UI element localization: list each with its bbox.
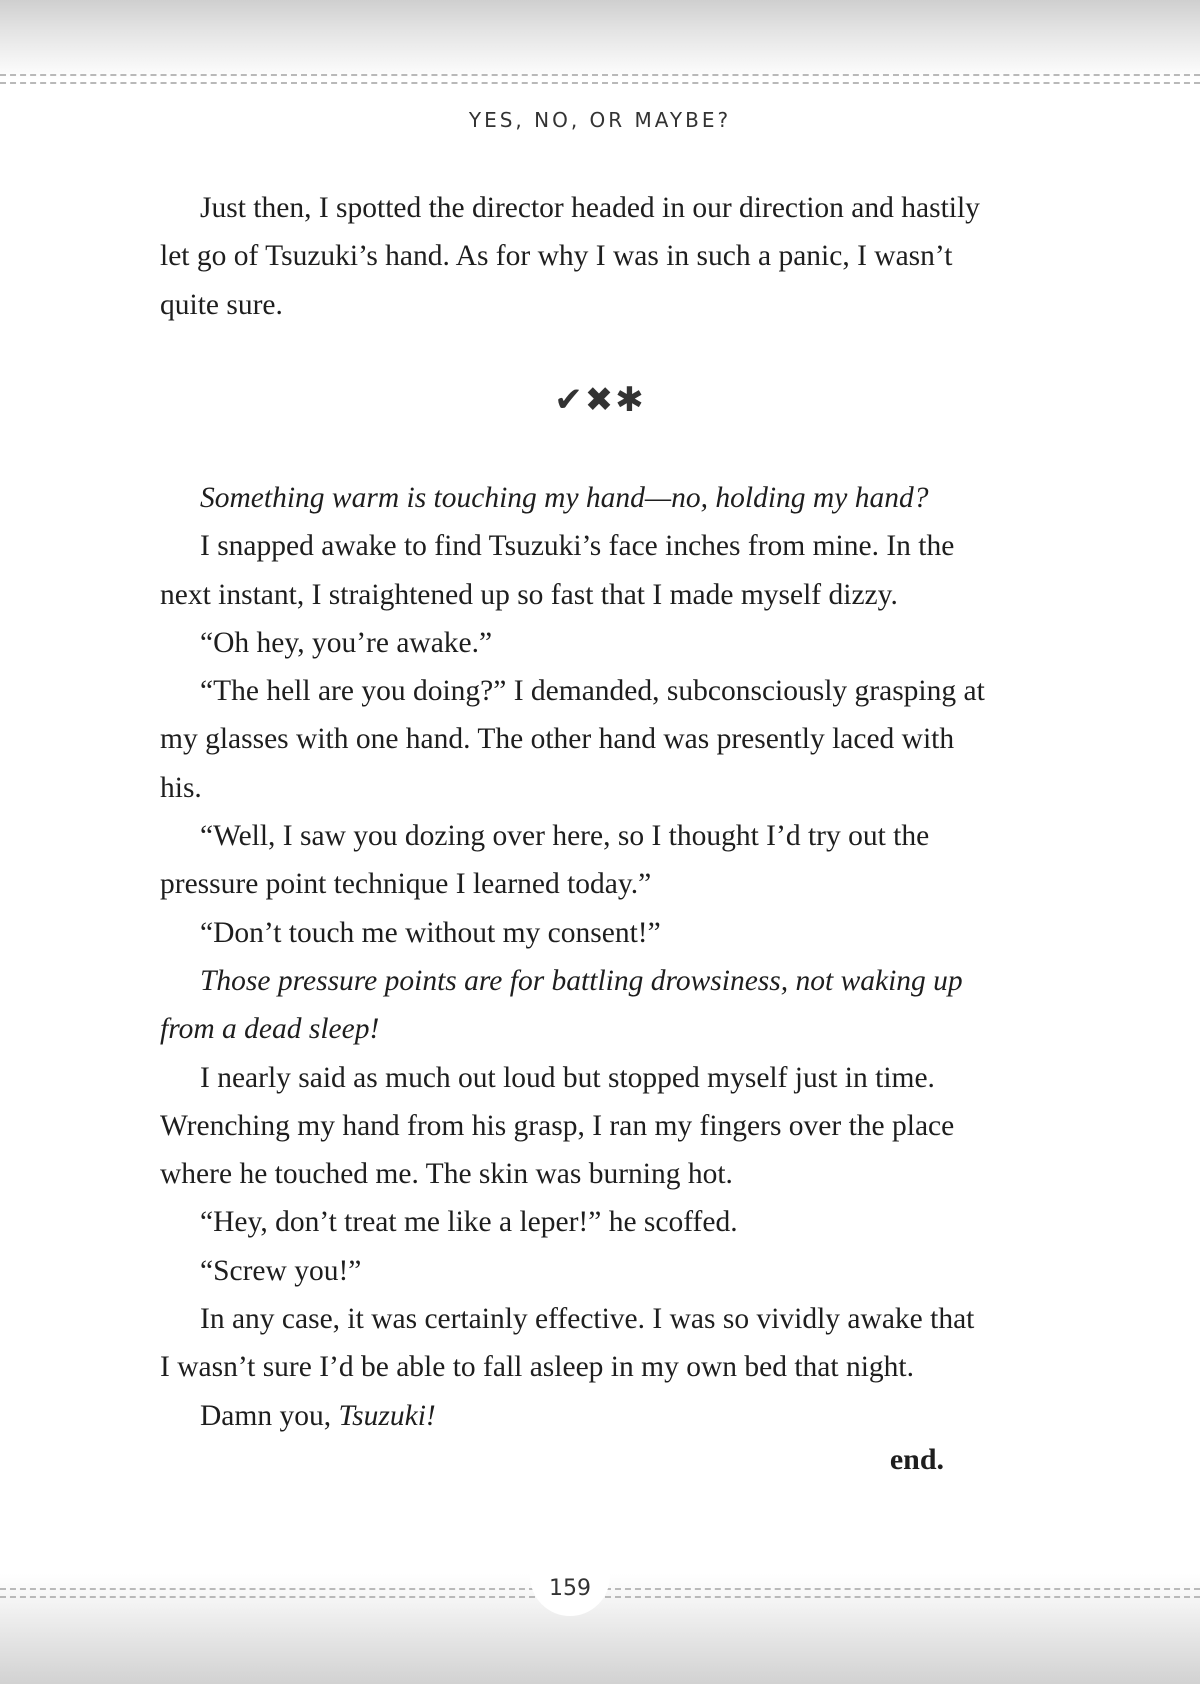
bottom-dashed-rule-right-2 (605, 1596, 1200, 1598)
paragraph: I nearly said as much out loud but stopped myself just in time. Wrenching my hand from his grasp, I ran my fingers over the place where he touched me. The skin was burning hot. (160, 1061, 955, 1191)
top-dashed-rule-2 (0, 82, 1200, 84)
paragraph: In any case, it was certainly effective. I was so vividly awake that I wasn’t sure I’d be able to fall asleep in my own bed that night. (160, 1303, 975, 1384)
paragraph-closing (160, 1392, 990, 1440)
running-title: YES, NO, OR MAYBE? (468, 108, 732, 132)
paragraph: “Hey, don’t treat me like a leper!” he scoffed. (200, 1206, 738, 1239)
scene-break-ornament (0, 380, 1200, 420)
page-number: 159 (549, 1576, 591, 1601)
bottom-dashed-rule-right (605, 1588, 1200, 1590)
asterisk-icon: ✱ (615, 380, 646, 420)
cross-icon: ✖ (584, 380, 616, 420)
paragraph: Just then, I spotted the director headed in our direction and hastily let go of Tsuzuki’s hand. As for why I was in such a panic, I wasn’t quite sure. (160, 192, 980, 321)
paragraph-italic-thought: Something warm is touching my hand—no, holding my hand? (200, 482, 929, 514)
paragraph: “The hell are you doing?” I demanded, subconsciously grasping at my glasses with one hand. The other hand was presently laced with his. (160, 675, 985, 804)
end-mark: end. (889, 1443, 944, 1476)
bottom-dashed-rule-left-2 (0, 1596, 535, 1598)
paragraph-italic-thought: Those pressure points are for battling drowsiness, not waking up from a dead sleep! (160, 964, 963, 1046)
top-texture-band (0, 0, 1200, 80)
paragraph: “Oh hey, you’re awake.” (200, 626, 493, 659)
paragraph: “Don’t touch me without my consent!” (200, 916, 661, 949)
paragraph: “Screw you!” (200, 1254, 362, 1287)
closing-text: Damn you, (200, 1399, 339, 1432)
paragraph: “Well, I saw you dozing over here, so I thought I’d try out the pressure point technique I learned today.” (160, 820, 930, 901)
bottom-dashed-rule-left (0, 1588, 535, 1590)
closing-name: Tsuzuki! (338, 1399, 436, 1432)
section-one (160, 184, 990, 329)
paragraph: I snapped awake to find Tsuzuki’s face inches from mine. In the next instant, I straightened up so fast that I made myself dizzy. (160, 530, 955, 611)
check-icon: ✔ (554, 380, 585, 420)
top-dashed-rule (0, 74, 1200, 76)
section-two (160, 474, 990, 1440)
